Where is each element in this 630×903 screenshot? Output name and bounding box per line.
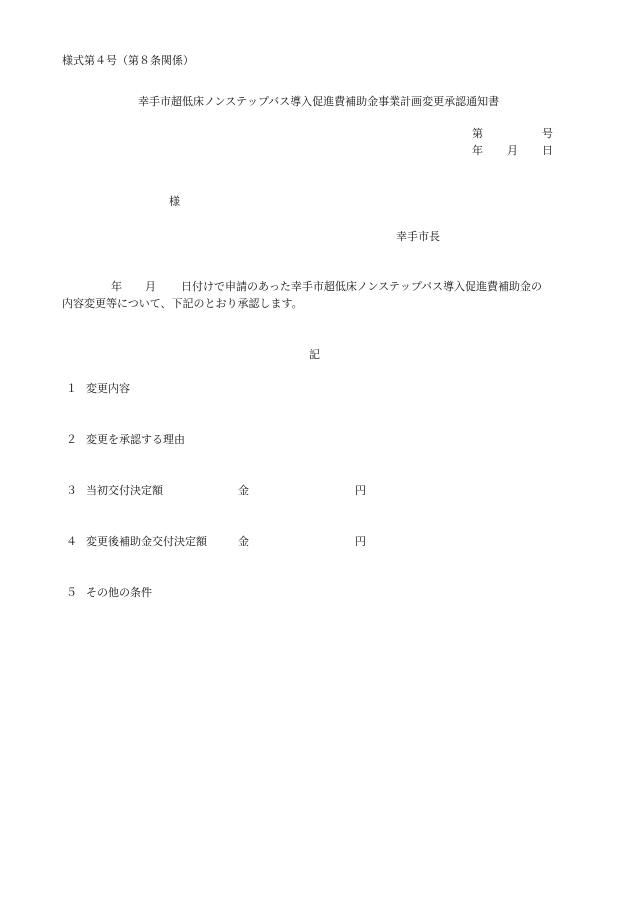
body-line1: 日付けで申請のあった幸手市超低床ノンステップバス導入促進費補助金の	[181, 280, 543, 293]
doc-number-dai: 第	[472, 127, 483, 140]
body-month-label: 月	[145, 280, 156, 293]
body-year-label: 年	[111, 280, 122, 293]
document-title: 幸手市超低床ノンステップバス導入促進費補助金事業計画変更承認通知書	[138, 95, 500, 108]
doc-number-go: 号	[542, 127, 553, 140]
sender-name: 幸手市長	[396, 230, 440, 243]
item-4-kin: 金	[238, 535, 249, 548]
body-line2: 内容変更等について、下記のとおり承認します。	[62, 297, 303, 310]
form-number: 様式第４号（第８条関係）	[62, 54, 194, 67]
item-4-yen: 円	[355, 535, 366, 548]
recipient-honorific: 様	[169, 195, 180, 208]
date-year-label: 年	[472, 144, 483, 157]
item-4-number: ４	[66, 535, 77, 548]
item-3-label: 当初交付決定額	[86, 484, 163, 497]
item-5-label: その他の条件	[86, 586, 152, 599]
item-3-yen: 円	[355, 484, 366, 497]
item-3-kin: 金	[238, 484, 249, 497]
item-1-label: 変更内容	[86, 382, 130, 395]
item-1-number: １	[66, 382, 77, 395]
item-2-number: ２	[66, 433, 77, 446]
item-2-label: 変更を承認する理由	[86, 433, 185, 446]
item-3-number: ３	[66, 484, 77, 497]
date-month-label: 月	[507, 144, 518, 157]
item-4-label: 変更後補助金交付決定額	[86, 535, 207, 548]
date-day-label: 日	[542, 144, 553, 157]
item-5-number: ５	[66, 586, 77, 599]
ki-heading: 記	[309, 348, 320, 361]
